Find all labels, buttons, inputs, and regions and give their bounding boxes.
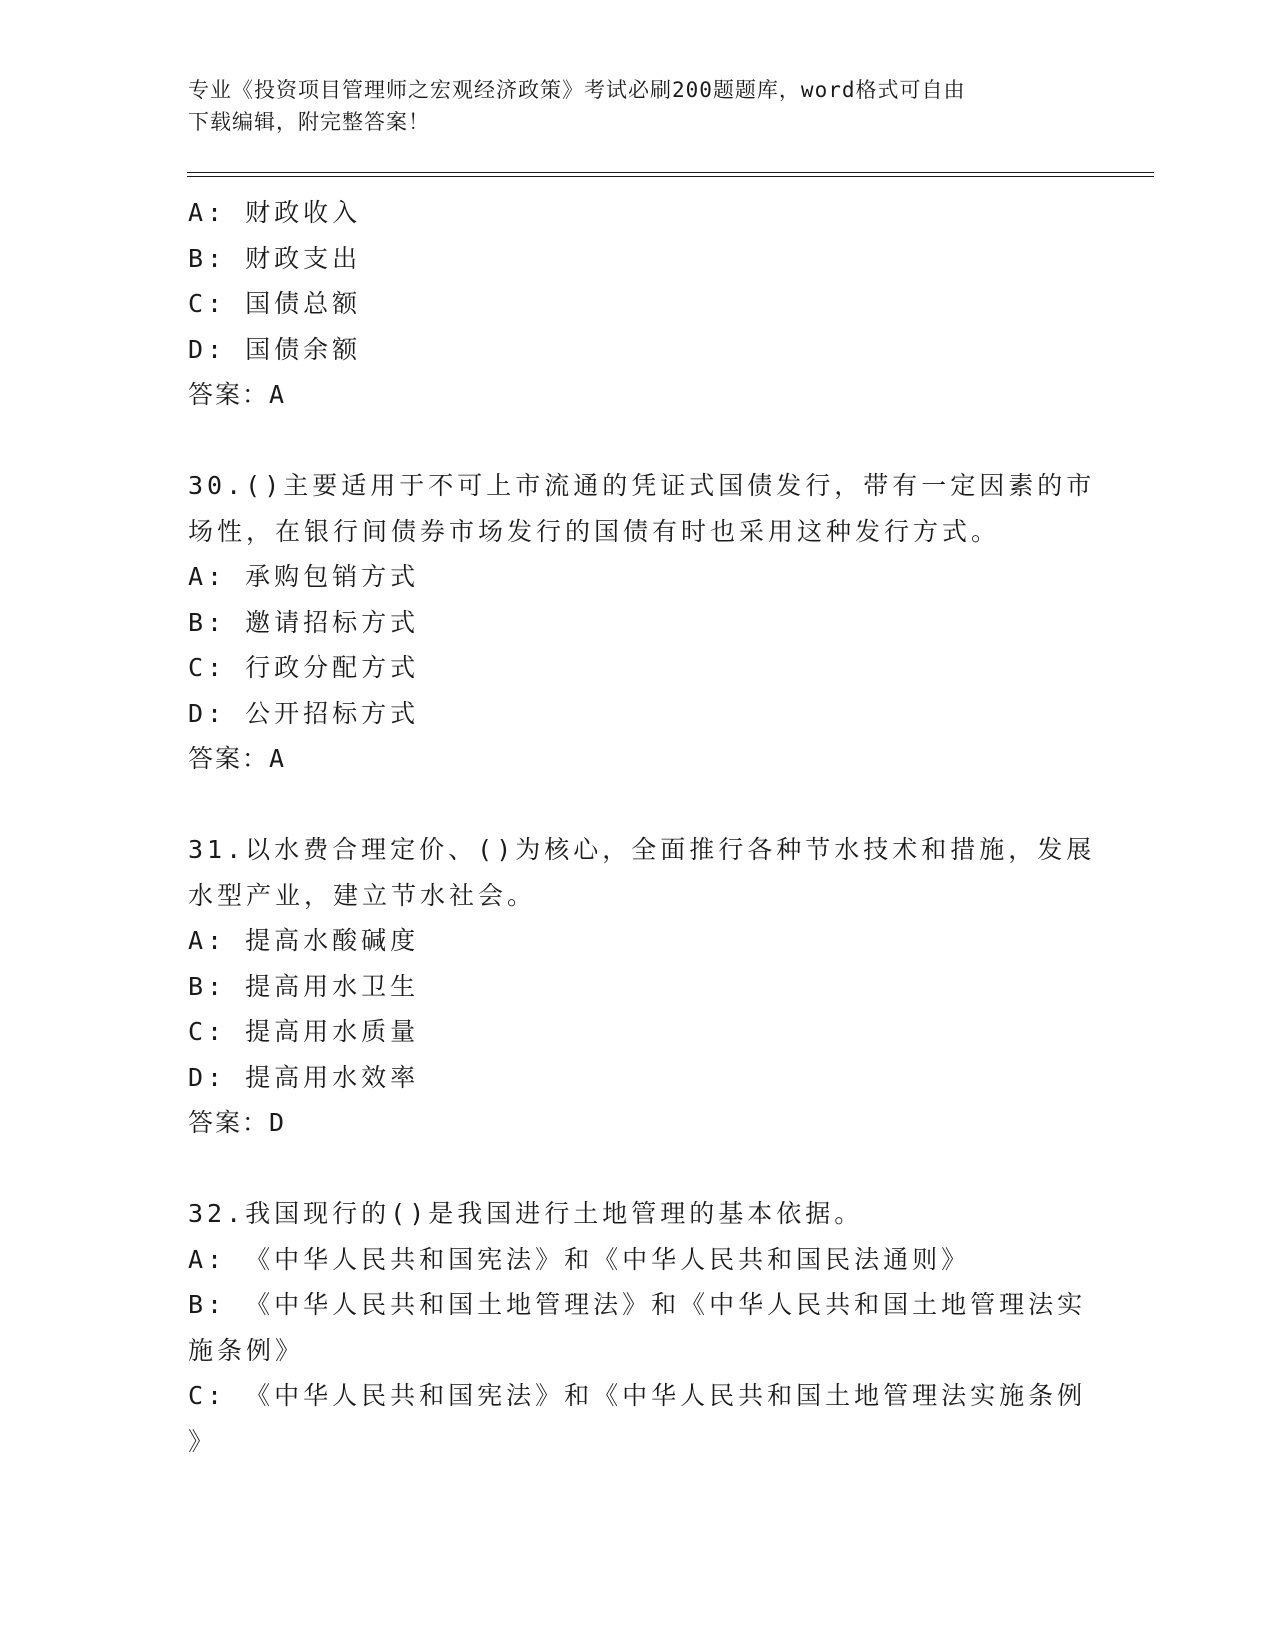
question-block (188, 190, 1088, 418)
header-line-2: 下载编辑，附完整答案！ (188, 110, 430, 134)
spacer (188, 418, 1088, 464)
header-rule-bottom (187, 176, 1154, 177)
document-header (188, 74, 1088, 138)
option-a: A: 提高水酸碱度 (188, 926, 420, 955)
header-line-1: 专业《投资项目管理师之宏观经济政策》考试必刷200题题库，word格式可自由 (188, 78, 966, 102)
header-rule-top (187, 172, 1154, 173)
option-a: A: 《中华人民共和国宪法》和《中华人民共和国民法通则》 (188, 1244, 971, 1274)
option-b: B: 《中华人民共和国土地管理法》和《中华人民共和国土地管理法实 (188, 1290, 1087, 1319)
option-b-continued: 施条例》 (188, 1335, 305, 1365)
question-stem-line-1: 32.我国现行的()是我国进行土地管理的基本依据。 (188, 1199, 864, 1228)
question-stem-line-2: 水型产业，建立节水社会。 (188, 880, 537, 910)
question-stem-line-1: 31.以水费合理定价、()为核心，全面推行各种节水技术和措施，发展 (188, 835, 1096, 864)
option-d: D: 国债余额 (188, 334, 362, 364)
option-d: D: 提高用水效率 (188, 1062, 420, 1092)
question-stem-line-2: 场性，在银行间债券市场发行的国债有时也采用这种发行方式。 (188, 516, 1001, 546)
option-a: A: 承购包销方式 (188, 562, 420, 591)
option-b: B: 邀请招标方式 (188, 607, 420, 637)
question-stem-line-1: 30.()主要适用于不可上市流通的凭证式国债发行，带有一定因素的市 (188, 471, 1096, 500)
option-c: C: 提高用水质量 (188, 1017, 420, 1046)
option-b: B: 财政支出 (188, 243, 362, 273)
question-block (188, 1191, 1088, 1464)
spacer (188, 1146, 1088, 1192)
answer-line: 答案：A (188, 744, 287, 773)
question-block (188, 827, 1096, 1146)
option-a: A: 财政收入 (188, 198, 362, 227)
question-list (188, 190, 1096, 1464)
option-c: C: 《中华人民共和国宪法》和《中华人民共和国土地管理法实施条例 (188, 1381, 1087, 1410)
question-block (188, 463, 1096, 782)
answer-line: 答案：A (188, 380, 287, 409)
answer-line: 答案：D (188, 1108, 287, 1137)
option-c: C: 国债总额 (188, 289, 362, 318)
option-d: D: 公开招标方式 (188, 698, 420, 728)
option-c: C: 行政分配方式 (188, 653, 420, 682)
option-c-continued: 》 (188, 1426, 218, 1456)
spacer (188, 782, 1088, 828)
option-b: B: 提高用水卫生 (188, 971, 420, 1001)
